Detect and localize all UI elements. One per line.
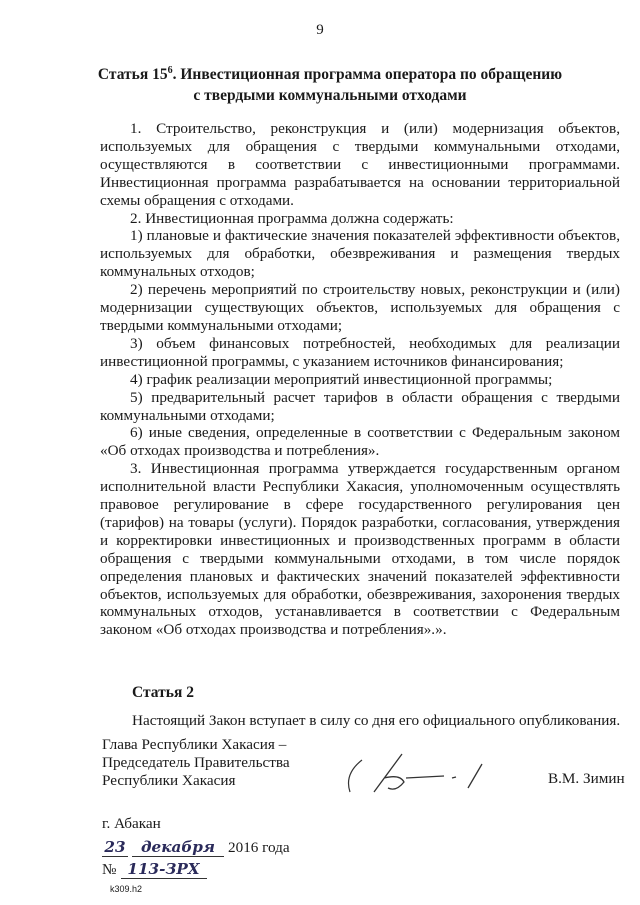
signer-name: В.М. Зимин [548, 770, 625, 787]
article-title-line1 [60, 60, 600, 85]
list-item: 2) перечень мероприятий по строительству новых, реконструкции и (или) модернизации существующих объектов, используемых для обращения с твердыми коммунальными отходами; [100, 281, 620, 334]
place: г. Абакан [102, 815, 161, 832]
law-number [102, 860, 207, 879]
paragraph: 3. Инвестиционная программа утверждается государственным органом исполнительной власти Республики Хакасия, уполномоченным осуществлять правовое регулирование в сфере государственного регулирования цен (тарифов) на товары (услуги). Порядок разработки, согласования, утверждения и корректировки инвестиционных и производственных программ в области обращения с твердыми коммунальными отходами, в том числе порядок определения плановых и фактических значений показателей эффективности объектов, используемых для обработки, обезвреживания, захоронения твердых коммунальных отходов, устанавливается в соответствии с Федеральным законом «Об отходах производства и потребления».». [100, 460, 620, 639]
list-item: 3) объем финансовых потребностей, необходимых для реализации инвестиционной программы, с указанием источников финансирования; [100, 334, 620, 370]
article-title-prefix: Статья 15 [97, 66, 168, 84]
list-item: 5) предварительный расчет тарифов в области обращения с твердыми коммунальными отходами; [100, 388, 620, 424]
article-title-sup: 6 [167, 65, 173, 76]
article-title-rest: . Инвестиционная программа оператора по обращению [172, 66, 563, 84]
article-2-text: Настоящий Закон вступает в силу со дня его официального опубликования. [132, 712, 621, 729]
list-item: 1) плановые и фактические значения показателей эффективности объектов, используемых для обработки, обезвреживания и размещения твердых коммунальных отходов; [100, 227, 620, 281]
signer-position-line: Глава Республики Хакасия – [102, 736, 287, 753]
article-2-heading: Статья 2 [132, 684, 194, 701]
list-item: 6) иные сведения, определенные в соответствии с Федеральным законом «Об отходах производства и потребления». [100, 424, 620, 460]
handwritten-signature [340, 748, 500, 802]
article-title-line2: с твердыми коммунальными отходами [193, 87, 467, 105]
law-number-value: 113-ЗРХ [121, 860, 207, 879]
paragraph: 1. Строительство, реконструкция и (или) модернизация объектов, используемых для обращения с твердыми коммунальными отходами, осуществляются в соответствии с инвестиционными программами. Инвестиционная программа разрабатывается на основании территориальной схемы обращения с отходами. [100, 120, 620, 209]
footer-code: k309.h2 [110, 884, 143, 894]
date-day: 23 [102, 838, 128, 857]
article-title [60, 60, 600, 106]
page-number: 9 [316, 22, 324, 38]
paragraph: 2. Инвестиционная программа должна содержать: [130, 209, 454, 227]
signer-position-line: Председатель Правительства [102, 754, 290, 771]
list-item: 4) график реализации мероприятий инвестиционной программы; [130, 370, 553, 388]
signer-position [102, 736, 290, 790]
date-month: декабря [132, 838, 224, 857]
signer-position-line: Республики Хакасия [102, 772, 236, 789]
law-number-prefix: № [102, 861, 117, 878]
article-body [100, 120, 620, 639]
date-year: 2016 года [228, 839, 290, 856]
date-line [102, 838, 290, 857]
